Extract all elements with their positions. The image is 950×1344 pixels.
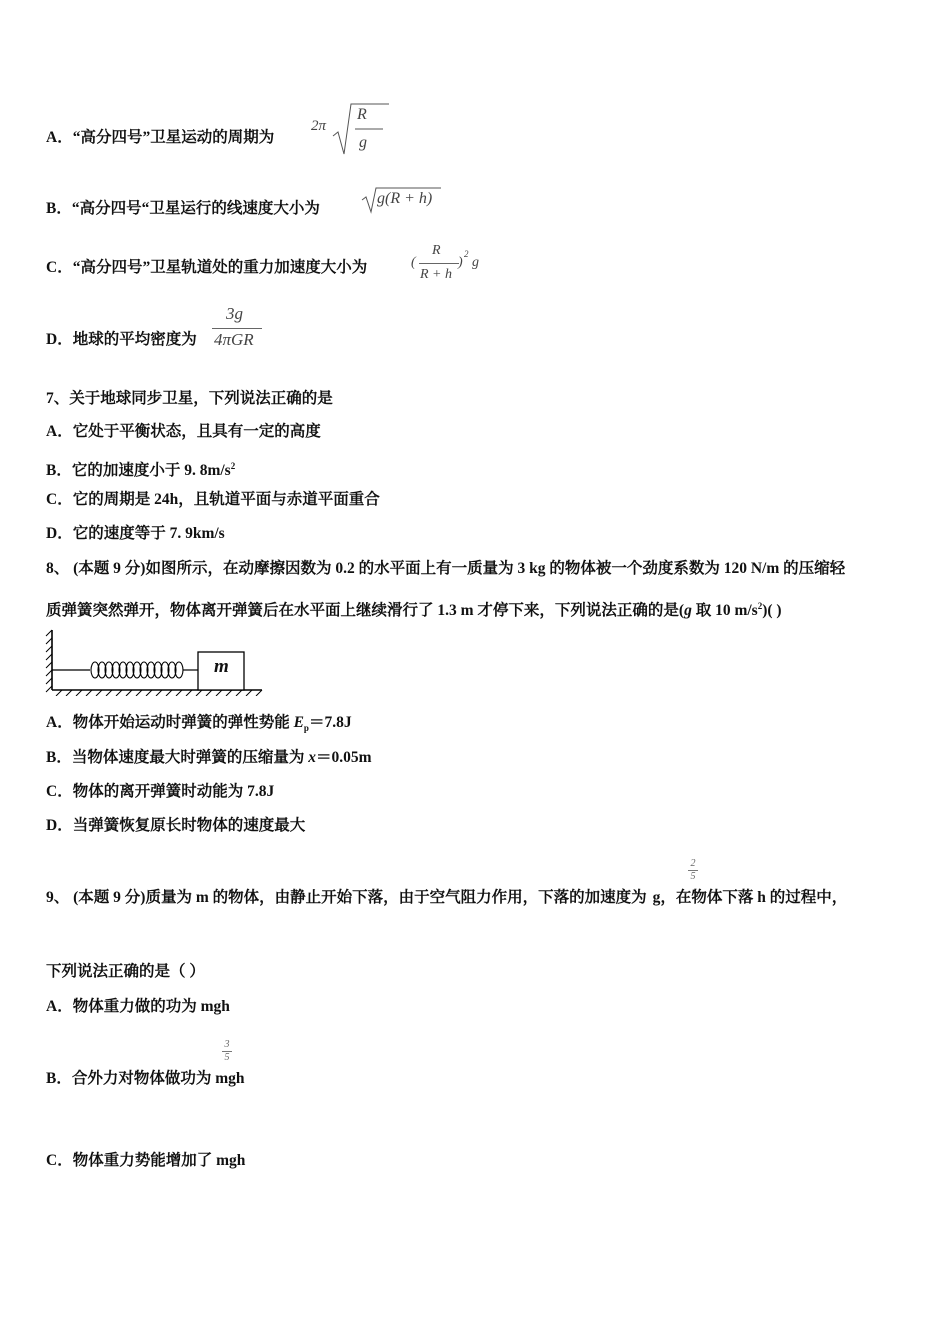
paren-right: ) bbox=[458, 255, 463, 270]
q9-stem-line2: 下列说法正确的是（ ） bbox=[46, 963, 205, 980]
q7-option-a: A．它处于平衡状态，且具有一定的高度 bbox=[46, 423, 321, 440]
q6-option-c bbox=[46, 258, 367, 278]
formula-den: g bbox=[359, 134, 367, 151]
frac-num: 3 bbox=[222, 1039, 232, 1052]
q8-option-b bbox=[46, 748, 372, 768]
q6-option-a-text: A．“高分四号”卫星运动的周期为 bbox=[46, 129, 275, 146]
fraction-bar bbox=[212, 328, 262, 329]
q7-option-c: C．它的周期是 24h，且轨道平面与赤道平面重合 bbox=[46, 491, 380, 508]
superscript: 2 bbox=[230, 461, 236, 471]
q7-option-b bbox=[46, 456, 235, 481]
q8-stem-line2-text-b: 取 10 m/s bbox=[691, 602, 758, 620]
formula-tail: g bbox=[472, 255, 479, 270]
formula-num: R bbox=[357, 106, 367, 123]
q7-option-d: D．它的速度等于 7. 9km/s bbox=[46, 525, 225, 542]
q9-stem-line1 bbox=[46, 888, 847, 908]
q8-option-a-text: A．物体开始运动时弹簧的弹性势能 bbox=[46, 714, 294, 731]
q9-option-b bbox=[46, 1069, 245, 1089]
q8-option-b-text: B．当物体速度最大时弹簧的压缩量为 bbox=[46, 749, 309, 766]
superscript: 2 bbox=[757, 601, 763, 611]
q8-option-d: D．当弹簧恢复原长时物体的速度最大 bbox=[46, 817, 306, 834]
spring-figure bbox=[44, 626, 266, 696]
formula-body: g(R + h) bbox=[377, 190, 433, 207]
paren-left: ( bbox=[411, 255, 416, 270]
var-g: g bbox=[684, 602, 692, 620]
formula-den: 4πGR bbox=[214, 330, 254, 349]
formula-num: 3g bbox=[226, 304, 243, 323]
q8-stem-line2 bbox=[46, 596, 782, 621]
frac-den: 5 bbox=[224, 1052, 230, 1063]
formula-den: R + h bbox=[420, 267, 452, 282]
q8-stem-line2-text-c: )( ) bbox=[762, 602, 782, 620]
subscript: p bbox=[303, 723, 309, 734]
frac-num: 2 bbox=[688, 858, 698, 871]
q9-stem-text-b: g，在物体下落 h 的过程中， bbox=[652, 889, 848, 906]
q9-option-c: C．物体重力势能增加了 mgh bbox=[46, 1152, 246, 1169]
q6-option-d bbox=[46, 330, 197, 350]
q6-option-a bbox=[46, 128, 274, 148]
q6-option-d-text: D．地球的平均密度为 bbox=[46, 331, 197, 348]
var-E: E bbox=[293, 714, 304, 731]
formula-num: R bbox=[432, 243, 441, 258]
q8-option-a bbox=[46, 713, 352, 738]
q8-stem-line1: 8、 (本题 9 分)如图所示，在动摩擦因数为 0.2 的水平面上有一质量为 3 kg 的物体被一个劲度系数为 120 N/m 的压缩轻 bbox=[46, 560, 846, 577]
fraction-bar bbox=[419, 263, 459, 264]
formula-coef: 2π bbox=[311, 118, 327, 134]
q9-option-a: A．物体重力做的功为 mgh bbox=[46, 998, 230, 1015]
q6-option-b-text: B．“高分四号“卫星运行的线速度大小为 bbox=[46, 200, 320, 217]
q6-option-c-text: C．“高分四号”卫星轨道处的重力加速度大小为 bbox=[46, 259, 368, 276]
q9-frac-3-5 bbox=[222, 1039, 232, 1064]
frac-den: 5 bbox=[690, 871, 696, 882]
spring-diagram bbox=[44, 626, 266, 696]
q9-frac-2-5 bbox=[688, 858, 698, 883]
q9-option-b-value: mgh bbox=[215, 1070, 245, 1087]
q9-option-b-text: B．合外力对物体做功为 bbox=[46, 1070, 212, 1087]
q8-option-a-value: ＝7.8J bbox=[308, 714, 352, 731]
q8-option-b-value: ＝0.05m bbox=[315, 749, 372, 766]
block-label: m bbox=[214, 656, 229, 677]
exponent: 2 bbox=[464, 249, 469, 259]
q8-option-c: C．物体的离开弹簧时动能为 7.8J bbox=[46, 783, 275, 800]
q7-stem: 7、关于地球同步卫星，下列说法正确的是 bbox=[46, 390, 333, 407]
q8-stem-line2-text: 质弹簧突然弹开，物体离开弹簧后在水平面上继续滑行了 1.3 m 才停下来，下列说法正确的是( bbox=[46, 602, 685, 620]
q9-stem-text: 9、 (本题 9 分)质量为 m 的物体，由静止开始下落，由于空气阻力作用，下落的加速度为 bbox=[46, 889, 647, 906]
var-x: x bbox=[308, 749, 316, 766]
q7-option-b-text: B．它的加速度小于 9. 8m/s bbox=[46, 462, 231, 480]
q6-option-b bbox=[46, 199, 320, 219]
